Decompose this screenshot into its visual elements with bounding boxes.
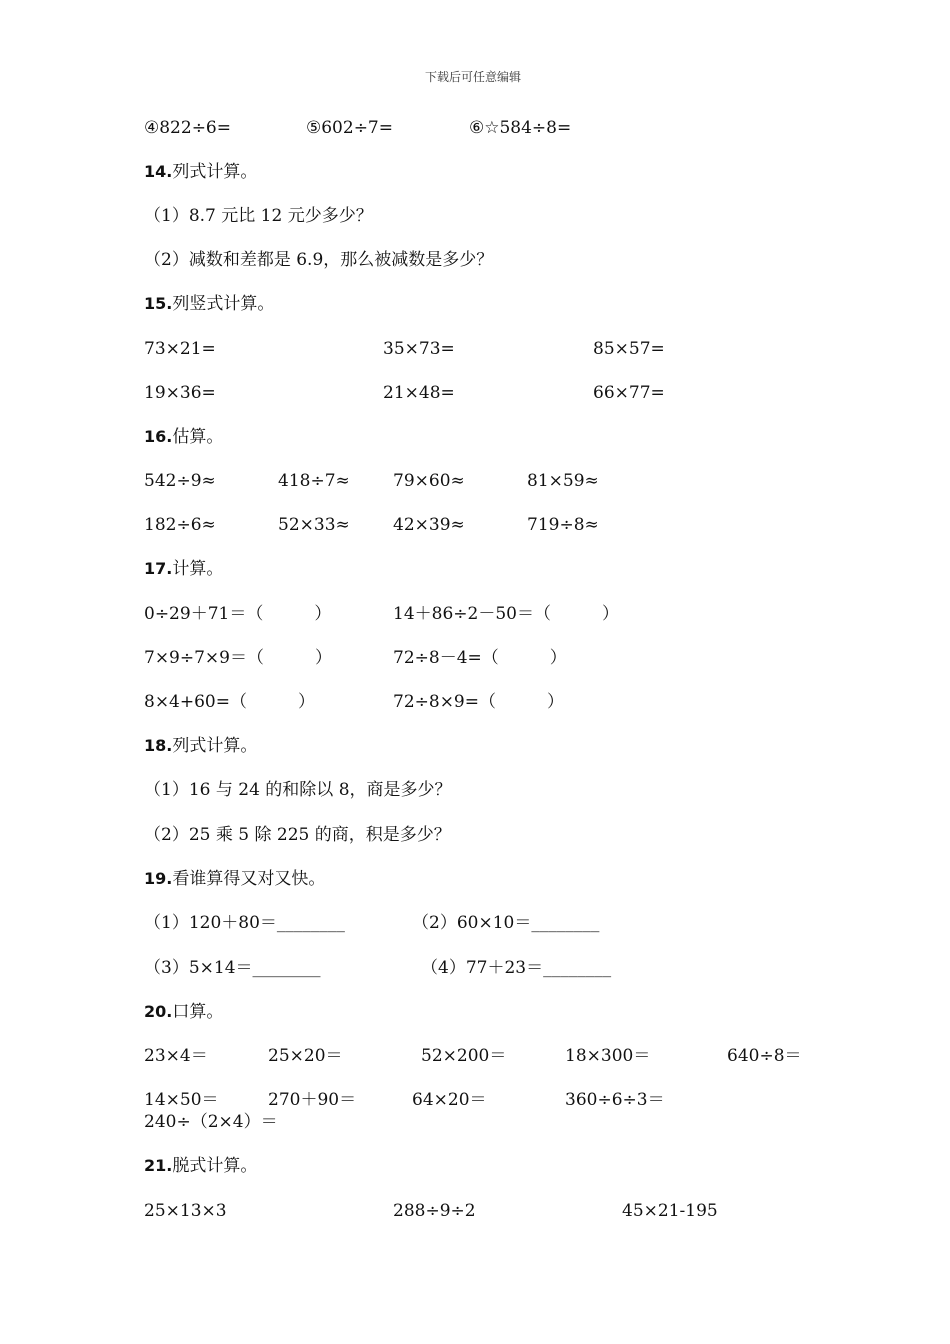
question-14-heading (144, 161, 257, 183)
problem: 73×21= (144, 339, 216, 359)
question-19-heading (144, 868, 325, 890)
sub-question: （1）8.7 元比 12 元少多少？ (144, 206, 373, 226)
problem: 418÷7≈ (278, 471, 350, 491)
problem: 66×77= (593, 383, 665, 403)
question-18-heading (144, 735, 257, 757)
question-number: 16. (144, 427, 173, 446)
problem: 288÷9÷2 (393, 1201, 476, 1221)
problem: 35×73= (383, 339, 455, 359)
problem: 52×200＝ (421, 1046, 507, 1066)
question-20-heading (144, 1001, 223, 1023)
problem: 23×4＝ (144, 1046, 208, 1066)
problem: 42×39≈ (393, 515, 465, 535)
problem: 25×13×3 (144, 1201, 227, 1221)
question-title: 计算。 (172, 559, 224, 579)
question-15-heading (144, 293, 274, 315)
problem: 0÷29＋71＝（ ） (144, 604, 332, 624)
problem: 640÷8＝ (727, 1046, 802, 1066)
problem: 719÷8≈ (527, 515, 599, 535)
question-number: 18. (144, 736, 173, 755)
question-title: 估算。 (172, 427, 224, 447)
question-16-heading (144, 426, 223, 448)
sub-question: （1）16 与 24 的和除以 8，商是多少？ (144, 780, 452, 800)
question-number: 20. (144, 1002, 173, 1021)
problem: 240÷（2×4）＝ (144, 1112, 278, 1132)
question-title: 看谁算得又对又快。 (172, 869, 326, 889)
problem: 21×48= (383, 383, 455, 403)
problem: 19×36= (144, 383, 216, 403)
question-title: 列式计算。 (172, 736, 258, 756)
question-title: 脱式计算。 (172, 1156, 258, 1176)
question-title: 列竖式计算。 (172, 294, 275, 314)
problem: ⑤602÷7= (306, 118, 393, 138)
question-number: 19. (144, 869, 173, 888)
problem: （3）5×14＝________ (144, 958, 321, 978)
problem: 85×57= (593, 339, 665, 359)
problem: ⑥☆584÷8= (469, 118, 572, 138)
problem: 8×4+60=（ ） (144, 692, 315, 712)
question-number: 15. (144, 294, 173, 313)
problem: 14×50＝ (144, 1090, 219, 1110)
problem: 270＋90＝ (268, 1090, 357, 1110)
sub-question: （2）25 乘 5 除 225 的商，积是多少？ (144, 825, 451, 845)
problem: 72÷8－4=（ ） (393, 648, 567, 668)
problem: ④822÷6= (144, 118, 231, 138)
problem: 360÷6÷3＝ (565, 1090, 665, 1110)
problem: （4）77＋23＝________ (421, 958, 612, 978)
question-title: 口算。 (172, 1002, 224, 1022)
question-21-heading (144, 1155, 257, 1177)
problem: 79×60≈ (393, 471, 465, 491)
problem: 182÷6≈ (144, 515, 216, 535)
problem: 52×33≈ (278, 515, 350, 535)
problem: 7×9÷7×9＝（ ） (144, 648, 332, 668)
problem: （1）120＋80＝________ (144, 913, 345, 933)
problem: 542÷9≈ (144, 471, 216, 491)
question-number: 17. (144, 559, 173, 578)
question-17-heading (144, 558, 223, 580)
sub-question: （2）减数和差都是 6.9，那么被减数是多少？ (144, 250, 494, 270)
page-header: 下载后可任意编辑 (425, 70, 522, 84)
problem: 25×20＝ (268, 1046, 343, 1066)
problem: 81×59≈ (527, 471, 599, 491)
question-title: 列式计算。 (172, 162, 258, 182)
problem: 72÷8×9=（ ） (393, 692, 564, 712)
question-number: 14. (144, 162, 173, 181)
question-number: 21. (144, 1156, 173, 1175)
problem: 64×20＝ (412, 1090, 487, 1110)
problem: 45×21-195 (622, 1201, 718, 1221)
problem: 14＋86÷2－50＝（ ） (393, 604, 619, 624)
problem: （2）60×10＝________ (412, 913, 600, 933)
problem: 18×300＝ (565, 1046, 651, 1066)
